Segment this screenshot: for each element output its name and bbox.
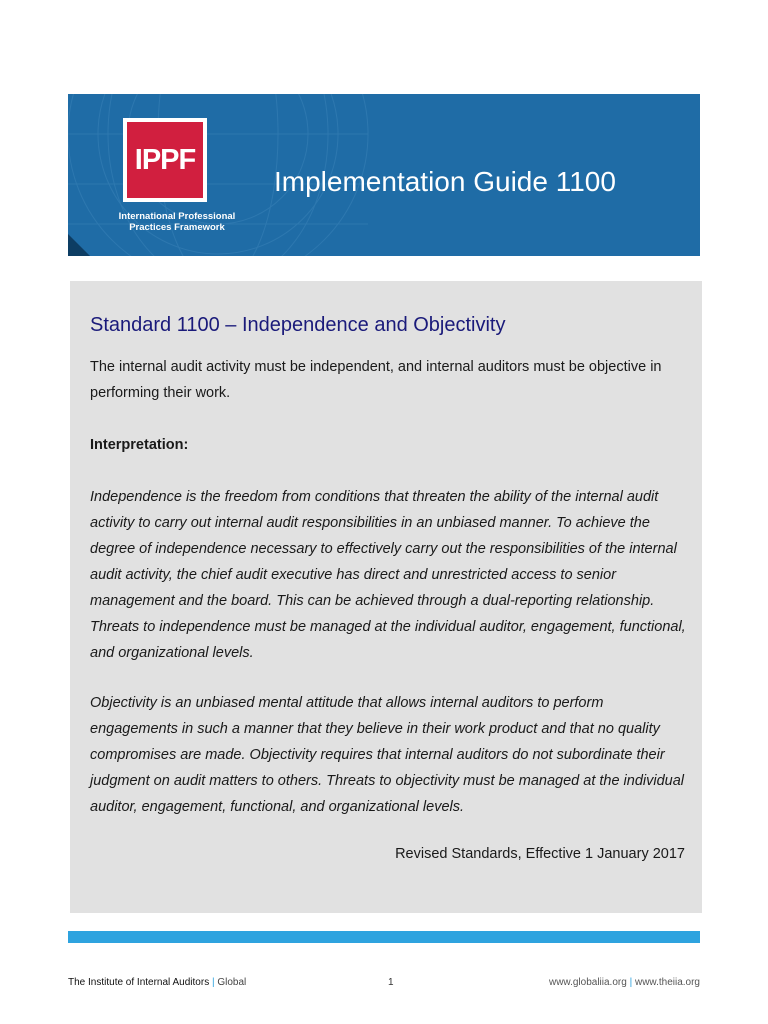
organization-name: The Institute of Internal Auditors: [68, 977, 210, 988]
organization-region: Global: [217, 977, 247, 988]
interpretation-heading: Interpretation:: [90, 437, 189, 453]
header-banner: [68, 94, 700, 256]
logo-caption-line2: Practices Framework: [129, 222, 225, 233]
ippf-logo: [123, 118, 207, 202]
page-number: 1: [388, 977, 394, 988]
link-theiia[interactable]: www.theiia.org: [634, 977, 700, 988]
document-title: Implementation Guide 1100: [274, 166, 616, 197]
footer-links: [549, 977, 700, 988]
logo-caption-line1: International Professional: [118, 211, 236, 222]
revised-note: Revised Standards, Effective 1 January 2017: [395, 846, 685, 862]
objectivity-paragraph: Objectivity is an unbiased mental attitude that allows internal auditors to perform engagements in such a manner that they believe in their work product and that no quality compromises are made. Objectivity requires that internal auditors do not subordinate their judgment on audit matters to others. Threats to objectivity must be managed at the individual auditor, engagement, functional, and organizational levels.: [90, 695, 685, 815]
footer-accent-bar: [68, 931, 700, 943]
standard-content-box: [70, 281, 702, 913]
independence-paragraph: Independence is the freedom from conditions that threaten the ability of the internal audit activity to carry out internal audit responsibilities in an unbiased manner. To achieve the degree of independence necessary to effectively carry out the responsibilities of the internal audit activity, the chief audit executive has direct and unrestricted access to senior management and the board. This can be achieved through a dual-reporting relationship. Threats to independence must be managed at the individual auditor, engagement, functional, and organizational levels.: [90, 489, 686, 661]
footer-separator: |: [211, 977, 215, 988]
corner-fold-graphic: [68, 234, 90, 256]
link-globaliia[interactable]: www.globaliia.org: [548, 977, 627, 988]
standard-statement: The internal audit activity must be independent, and internal auditors must be objective in performing their work.: [90, 359, 662, 401]
logo-caption: [112, 211, 242, 233]
logo-text: IPPF: [134, 143, 196, 176]
footer-organization: [68, 977, 246, 988]
footer-link-separator: |: [629, 977, 633, 988]
standard-title: Standard 1100 – Independence and Objectivity: [90, 314, 506, 336]
